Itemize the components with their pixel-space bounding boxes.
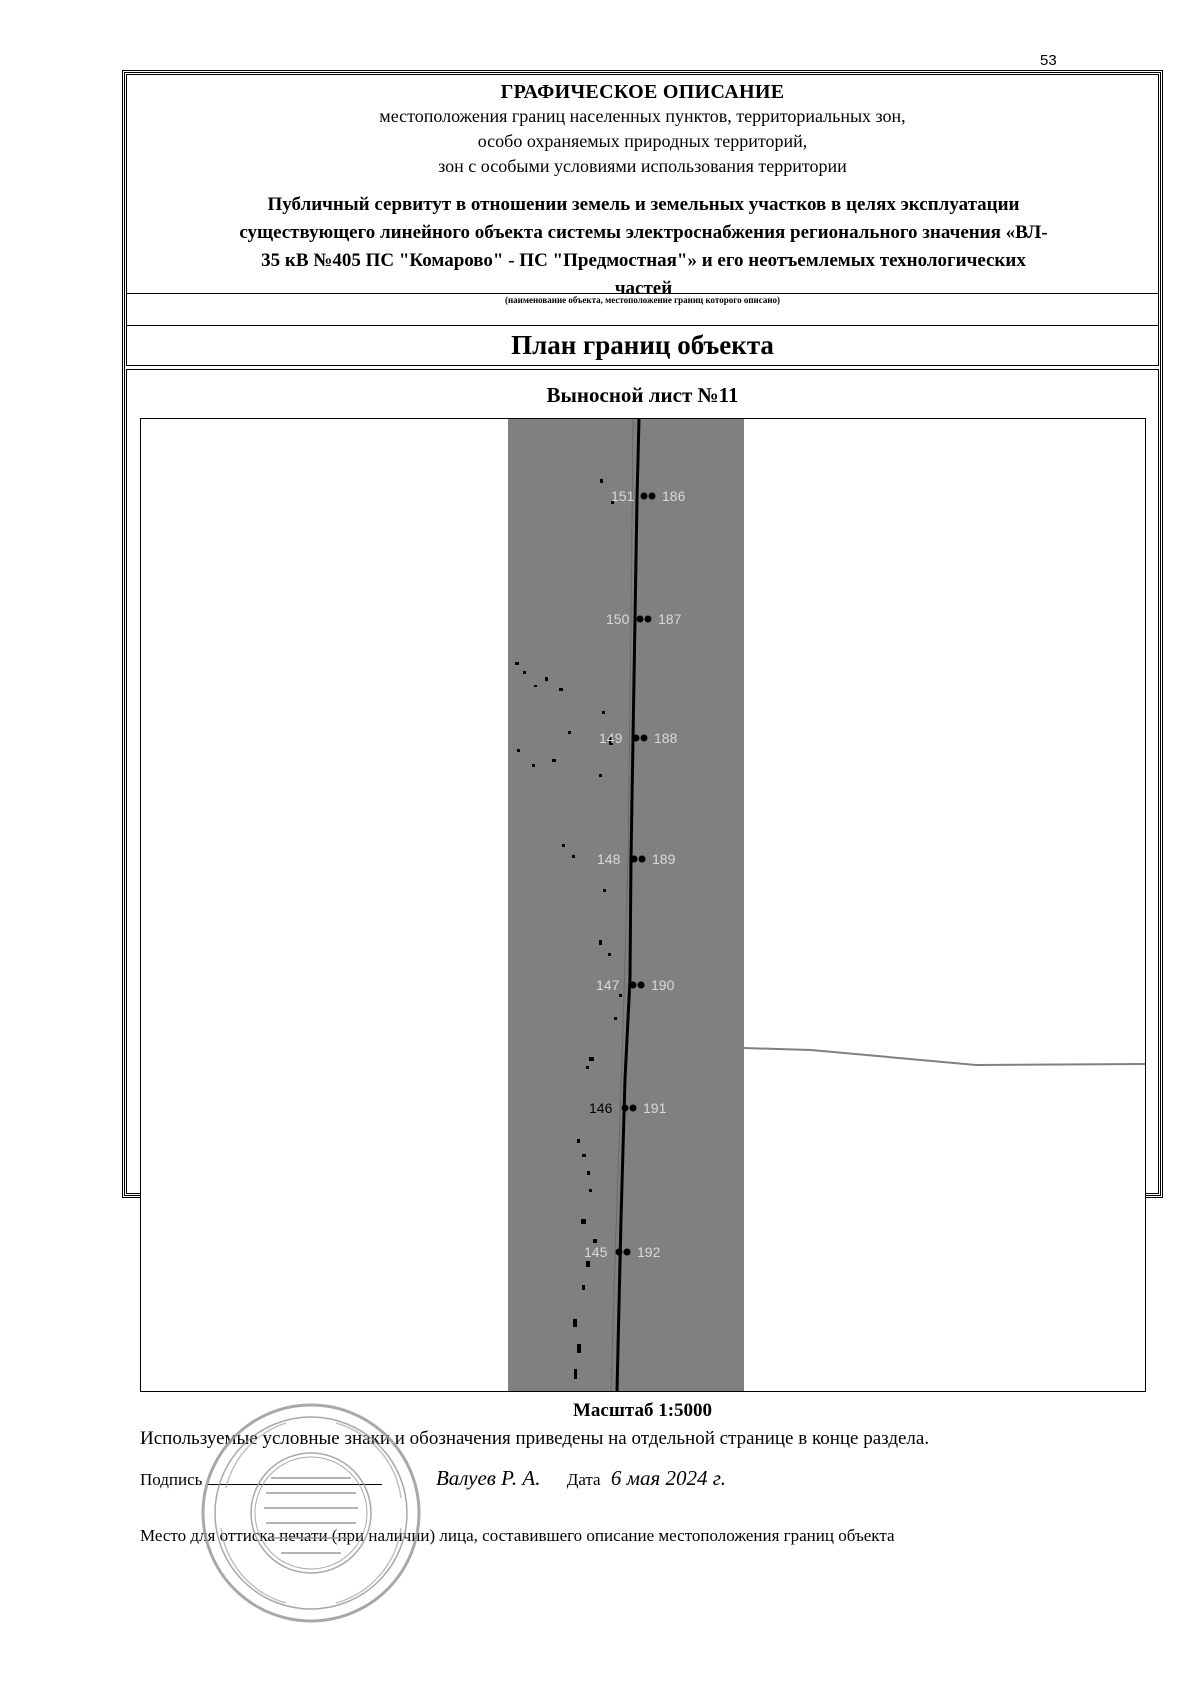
point-label-right: 189: [652, 851, 676, 867]
object-name-line-4: частей: [614, 278, 673, 299]
object-name-line-2: существующего линейного объекта системы электроснабжения регионального значения «ВЛ-: [239, 222, 1048, 243]
date-value: 6 мая 2024 г.: [610, 1466, 726, 1490]
subtitle-line-3: зон с особыми условиями использования территории: [438, 156, 847, 176]
point-label-left: 150: [606, 611, 630, 627]
divider: [127, 325, 1158, 326]
seal-stamp: [196, 1398, 426, 1628]
point-marker: [638, 982, 645, 989]
point-marker: [637, 616, 644, 623]
point-label-right: 187: [658, 611, 682, 627]
point-marker: [622, 1105, 629, 1112]
legend-note: Используемые условные знаки и обозначения приведены на отдельной странице в конце раздела.: [140, 1428, 930, 1449]
date-label: Дата: [566, 1470, 601, 1489]
divider: [127, 293, 1158, 294]
point-marker: [631, 856, 638, 863]
document-title: ГРАФИЧЕСКОЕ ОПИСАНИЕ: [500, 81, 785, 103]
sheet-title: Выносной лист №11: [546, 383, 739, 407]
point-label-left: 145: [584, 1244, 608, 1260]
point-label-right: 190: [651, 977, 675, 993]
subtitle-line-1: местоположения границ населенных пунктов, территориальных зон,: [379, 106, 906, 126]
object-name-line-3: 35 кВ №405 ПС "Комарово" - ПС "Предмостная"» и его неотъемлемых технологических: [261, 250, 1026, 271]
point-marker: [624, 1249, 631, 1256]
point-label-left: 151: [611, 488, 635, 504]
point-label-left: 146: [589, 1100, 613, 1116]
point-marker: [641, 493, 648, 500]
point-label-left: 147: [596, 977, 620, 993]
object-name: [167, 191, 1120, 303]
object-name-line-1: Публичный сервитут в отношении земель и земельных участков в целях эксплуатации: [267, 194, 1020, 215]
header-section: [126, 74, 1159, 366]
page-number: 53: [1040, 52, 1057, 69]
boundary-map: [140, 418, 1146, 1392]
plan-title: План границ объекта: [511, 330, 774, 360]
adjacent-boundary-line: [744, 1048, 1145, 1065]
point-marker: [649, 493, 656, 500]
signature-label: Подпись: [140, 1470, 203, 1489]
point-label-left: 149: [599, 730, 623, 746]
point-label-right: 188: [654, 730, 678, 746]
plan-section: [126, 369, 1159, 1545]
signer-name: Валуев Р. А.: [435, 1466, 541, 1490]
point-marker: [645, 616, 652, 623]
point-marker: [630, 1105, 637, 1112]
map-drawing: [141, 419, 1145, 1391]
point-label-right: 192: [637, 1244, 661, 1260]
point-marker: [641, 735, 648, 742]
object-caption: (наименование объекта, местоположение границ которого описано): [504, 295, 781, 305]
subtitle-line-2: особо охраняемых природных территорий,: [477, 131, 808, 151]
point-marker: [630, 982, 637, 989]
point-marker: [616, 1249, 623, 1256]
point-label-right: 186: [662, 488, 686, 504]
point-marker: [639, 856, 646, 863]
point-label-right: 191: [643, 1100, 667, 1116]
easement-zone: [508, 419, 744, 1391]
point-marker: [633, 735, 640, 742]
stamp-note: Место для оттиска печати (при наличии) лица, составившего описание местоположения границ объекта: [140, 1526, 895, 1545]
point-label-left: 148: [597, 851, 621, 867]
map-scale: Масштаб 1:5000: [572, 1400, 713, 1421]
